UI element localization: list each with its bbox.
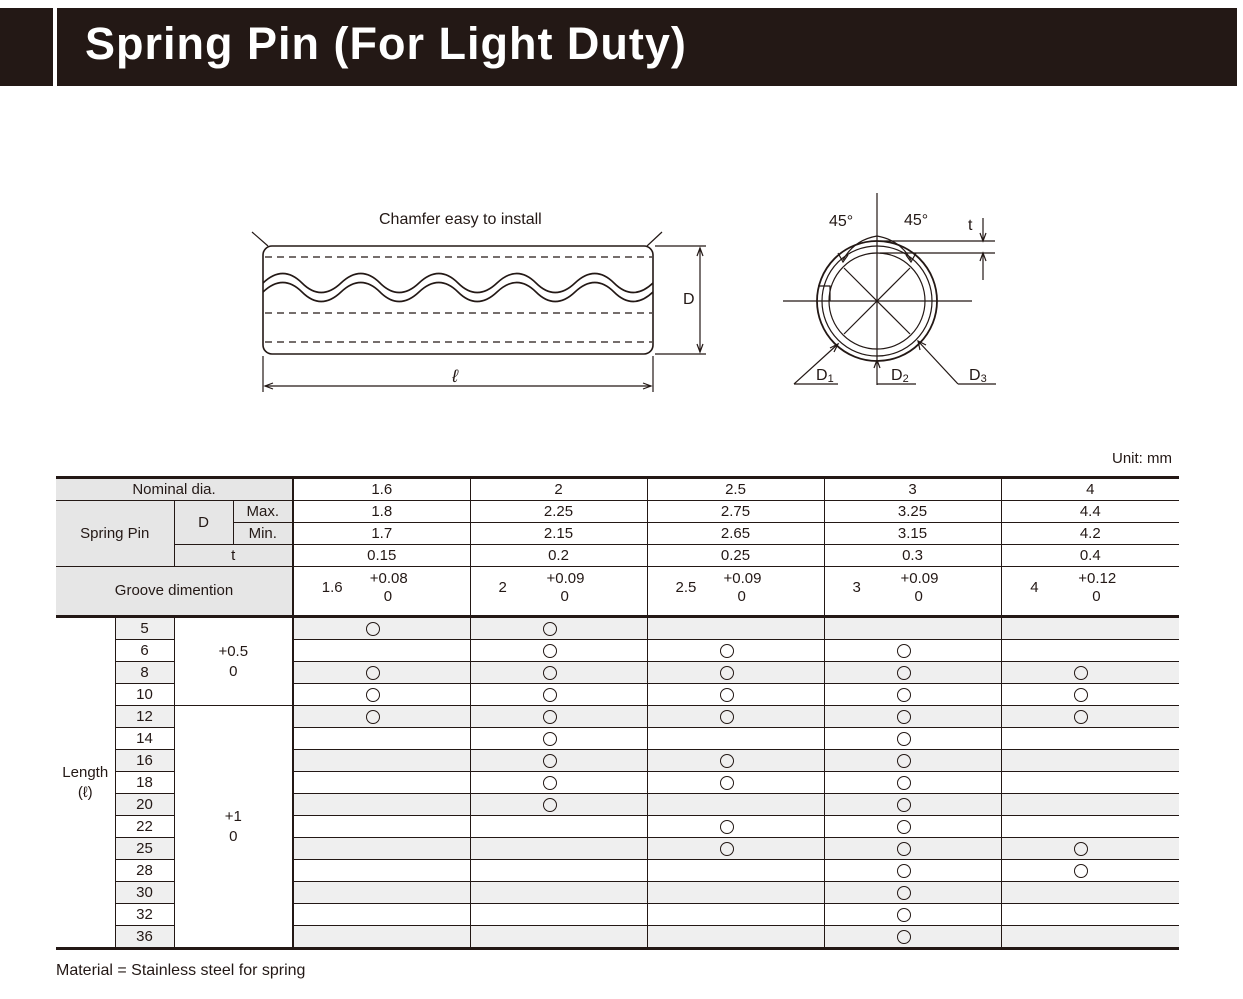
- groove-upper-tol: +0.09: [900, 570, 939, 587]
- available-circle-icon: [897, 666, 911, 680]
- availability-cell: [1001, 882, 1179, 904]
- available-circle-icon: [897, 842, 911, 856]
- page-title: Spring Pin (For Light Duty): [85, 18, 687, 69]
- availability-cell: [1001, 794, 1179, 816]
- availability-cell: [647, 816, 824, 838]
- length-value: 22: [115, 816, 174, 838]
- availability-cell: [1001, 772, 1179, 794]
- available-circle-icon: [366, 688, 380, 702]
- availability-cell: [1001, 640, 1179, 662]
- angle-right-label: 45°: [904, 212, 929, 229]
- available-circle-icon: [897, 820, 911, 834]
- availability-cell: [293, 640, 470, 662]
- groove-lower-tol: 0: [383, 588, 393, 605]
- availability-cell: [470, 750, 647, 772]
- groove-nominal: 3: [852, 579, 861, 596]
- d-min-value: 1.7: [293, 523, 470, 545]
- availability-cell: [647, 794, 824, 816]
- groove-upper-tol: +0.12: [1078, 570, 1117, 587]
- availability-cell: [470, 838, 647, 860]
- groove-upper-tol: +0.09: [723, 570, 762, 587]
- length-value: 16: [115, 750, 174, 772]
- length-tolerance-upper: +1: [224, 807, 242, 825]
- groove-lower-tol: 0: [1092, 588, 1101, 605]
- availability-cell: [1001, 617, 1179, 640]
- available-circle-icon: [897, 908, 911, 922]
- length-row: [56, 617, 1179, 640]
- groove-tolerance: [676, 567, 796, 609]
- availability-cell: [1001, 728, 1179, 750]
- groove-value: [470, 567, 647, 617]
- availability-cell: [470, 882, 647, 904]
- availability-cell: [824, 926, 1001, 949]
- groove-dimension-label: Groove dimention: [56, 567, 293, 617]
- available-circle-icon: [720, 754, 734, 768]
- length-tolerance-lower: 0: [229, 662, 238, 680]
- availability-cell: [1001, 662, 1179, 684]
- availability-cell: [824, 860, 1001, 882]
- d-max-value: 2.25: [470, 501, 647, 523]
- available-circle-icon: [543, 688, 557, 702]
- availability-cell: [470, 772, 647, 794]
- availability-cell: [647, 640, 824, 662]
- unit-label: Unit: mm: [1112, 450, 1172, 467]
- length-value: 28: [115, 860, 174, 882]
- length-value: 14: [115, 728, 174, 750]
- availability-cell: [470, 617, 647, 640]
- groove-value: [647, 567, 824, 617]
- availability-cell: [1001, 684, 1179, 706]
- available-circle-icon: [366, 666, 380, 680]
- availability-cell: [824, 904, 1001, 926]
- available-circle-icon: [897, 864, 911, 878]
- available-circle-icon: [1074, 842, 1088, 856]
- available-circle-icon: [543, 644, 557, 658]
- nominal-value: 2.5: [647, 478, 824, 501]
- available-circle-icon: [1074, 710, 1088, 724]
- d-max-value: 2.75: [647, 501, 824, 523]
- availability-cell: [293, 662, 470, 684]
- availability-cell: [1001, 926, 1179, 949]
- availability-cell: [824, 728, 1001, 750]
- groove-nominal: 2: [498, 579, 507, 596]
- available-circle-icon: [366, 710, 380, 724]
- availability-cell: [824, 882, 1001, 904]
- availability-cell: [293, 816, 470, 838]
- available-circle-icon: [543, 666, 557, 680]
- d3-subscript: 3: [980, 373, 987, 385]
- groove-upper-tol: +0.09: [546, 570, 585, 587]
- spec-table: [56, 476, 1179, 950]
- length-label: [56, 617, 115, 949]
- svg-text:D1: [816, 367, 834, 385]
- length-value: 5: [115, 617, 174, 640]
- length-value: 12: [115, 706, 174, 728]
- availability-cell: [647, 728, 824, 750]
- available-circle-icon: [897, 776, 911, 790]
- nominal-value: 2: [470, 478, 647, 501]
- length-label-text: Length: [62, 763, 109, 781]
- length-tolerance-lower: 0: [229, 827, 238, 845]
- available-circle-icon: [897, 798, 911, 812]
- length-value: 6: [115, 640, 174, 662]
- availability-cell: [470, 794, 647, 816]
- d-min-value: 2.15: [470, 523, 647, 545]
- availability-cell: [824, 838, 1001, 860]
- availability-cell: [824, 640, 1001, 662]
- available-circle-icon: [720, 776, 734, 790]
- spring-pin-label: Spring Pin: [56, 501, 174, 567]
- length-row: [56, 706, 1179, 728]
- availability-cell: [824, 684, 1001, 706]
- nominal-value: 3: [824, 478, 1001, 501]
- availability-cell: [293, 882, 470, 904]
- availability-cell: [647, 926, 824, 949]
- length-value: 8: [115, 662, 174, 684]
- availability-cell: [647, 772, 824, 794]
- availability-cell: [647, 617, 824, 640]
- available-circle-icon: [1074, 864, 1088, 878]
- groove-value: [824, 567, 1001, 617]
- d1-label: D: [816, 367, 828, 384]
- d-max-value: 3.25: [824, 501, 1001, 523]
- l-dim-label: ℓ: [452, 366, 458, 386]
- availability-cell: [470, 684, 647, 706]
- availability-cell: [470, 926, 647, 949]
- availability-cell: [824, 816, 1001, 838]
- availability-cell: [647, 662, 824, 684]
- available-circle-icon: [897, 886, 911, 900]
- groove-value: [293, 567, 470, 617]
- t-value: 0.2: [470, 545, 647, 567]
- available-circle-icon: [720, 688, 734, 702]
- available-circle-icon: [543, 776, 557, 790]
- availability-cell: [1001, 706, 1179, 728]
- groove-tolerance: [853, 567, 973, 609]
- availability-cell: [647, 882, 824, 904]
- availability-cell: [293, 926, 470, 949]
- angle-left-label: 45°: [829, 213, 854, 230]
- length-value: 32: [115, 904, 174, 926]
- chamfer-label: Chamfer easy to install: [379, 211, 542, 228]
- d1-subscript: 1: [827, 373, 834, 385]
- availability-cell: [1001, 816, 1179, 838]
- length-tolerance-upper: +0.5: [218, 642, 249, 660]
- length-value: 30: [115, 882, 174, 904]
- availability-cell: [647, 860, 824, 882]
- availability-cell: [824, 617, 1001, 640]
- max-label: Max.: [233, 501, 293, 523]
- t-dim-label: t: [968, 217, 973, 234]
- available-circle-icon: [543, 798, 557, 812]
- availability-cell: [824, 750, 1001, 772]
- availability-cell: [293, 838, 470, 860]
- available-circle-icon: [543, 710, 557, 724]
- availability-cell: [470, 860, 647, 882]
- availability-cell: [470, 816, 647, 838]
- availability-cell: [647, 706, 824, 728]
- available-circle-icon: [897, 732, 911, 746]
- length-value: 18: [115, 772, 174, 794]
- groove-tolerance: [499, 567, 619, 609]
- nominal-value: 4: [1001, 478, 1179, 501]
- available-circle-icon: [897, 710, 911, 724]
- availability-cell: [470, 662, 647, 684]
- availability-cell: [293, 772, 470, 794]
- groove-lower-tol: 0: [737, 588, 746, 605]
- length-tolerance: [174, 617, 293, 706]
- nominal-value: 1.6: [293, 478, 470, 501]
- availability-cell: [1001, 750, 1179, 772]
- available-circle-icon: [543, 754, 557, 768]
- available-circle-icon: [720, 710, 734, 724]
- availability-cell: [647, 684, 824, 706]
- d3-label: D: [969, 367, 981, 384]
- groove-lower-tol: 0: [560, 588, 569, 605]
- groove-tolerance: [322, 567, 442, 609]
- availability-cell: [470, 640, 647, 662]
- length-value: 25: [115, 838, 174, 860]
- groove-value: [1001, 567, 1179, 617]
- d-max-value: 4.4: [1001, 501, 1179, 523]
- groove-tolerance: [1030, 567, 1150, 609]
- availability-cell: [824, 794, 1001, 816]
- groove-nominal: 1.6: [321, 579, 343, 596]
- svg-text:D2: [891, 367, 909, 385]
- d-max-value: 1.8: [293, 501, 470, 523]
- available-circle-icon: [897, 930, 911, 944]
- spring-pin-diagram: [0, 0, 1243, 440]
- available-circle-icon: [720, 820, 734, 834]
- availability-cell: [470, 728, 647, 750]
- t-value: 0.4: [1001, 545, 1179, 567]
- available-circle-icon: [720, 666, 734, 680]
- available-circle-icon: [897, 754, 911, 768]
- availability-cell: [293, 794, 470, 816]
- d-min-value: 3.15: [824, 523, 1001, 545]
- available-circle-icon: [720, 644, 734, 658]
- availability-cell: [647, 750, 824, 772]
- available-circle-icon: [1074, 688, 1088, 702]
- available-circle-icon: [720, 842, 734, 856]
- d-min-value: 4.2: [1001, 523, 1179, 545]
- available-circle-icon: [897, 644, 911, 658]
- min-label: Min.: [233, 523, 293, 545]
- availability-cell: [824, 772, 1001, 794]
- available-circle-icon: [366, 622, 380, 636]
- available-circle-icon: [1074, 666, 1088, 680]
- d-label: D: [174, 501, 233, 545]
- available-circle-icon: [543, 732, 557, 746]
- d2-subscript: 2: [902, 373, 909, 385]
- availability-cell: [293, 617, 470, 640]
- availability-cell: [824, 706, 1001, 728]
- availability-cell: [293, 684, 470, 706]
- availability-cell: [647, 838, 824, 860]
- t-value: 0.25: [647, 545, 824, 567]
- availability-cell: [293, 904, 470, 926]
- length-value: 10: [115, 684, 174, 706]
- availability-cell: [293, 706, 470, 728]
- svg-text:D3: [969, 367, 987, 385]
- available-circle-icon: [897, 688, 911, 702]
- availability-cell: [1001, 904, 1179, 926]
- t-value: 0.15: [293, 545, 470, 567]
- material-note: Material = Stainless steel for spring: [56, 962, 306, 979]
- availability-cell: [647, 904, 824, 926]
- length-symbol: (ℓ): [77, 783, 93, 801]
- groove-upper-tol: +0.08: [369, 570, 408, 587]
- t-value: 0.3: [824, 545, 1001, 567]
- availability-cell: [470, 904, 647, 926]
- length-tolerance: [174, 706, 293, 949]
- availability-cell: [824, 662, 1001, 684]
- t-label: t: [174, 545, 293, 567]
- availability-cell: [1001, 838, 1179, 860]
- groove-lower-tol: 0: [914, 588, 923, 605]
- availability-cell: [470, 706, 647, 728]
- length-value: 36: [115, 926, 174, 949]
- d2-label: D: [891, 367, 903, 384]
- groove-nominal: 4: [1030, 579, 1039, 596]
- pin-side-view: [263, 246, 653, 354]
- nominal-dia-label: Nominal dia.: [56, 478, 293, 501]
- d-min-value: 2.65: [647, 523, 824, 545]
- groove-nominal: 2.5: [675, 579, 697, 596]
- availability-cell: [293, 860, 470, 882]
- availability-cell: [1001, 860, 1179, 882]
- length-value: 20: [115, 794, 174, 816]
- available-circle-icon: [543, 622, 557, 636]
- availability-cell: [293, 728, 470, 750]
- d-dim-label: D: [683, 291, 695, 308]
- availability-cell: [293, 750, 470, 772]
